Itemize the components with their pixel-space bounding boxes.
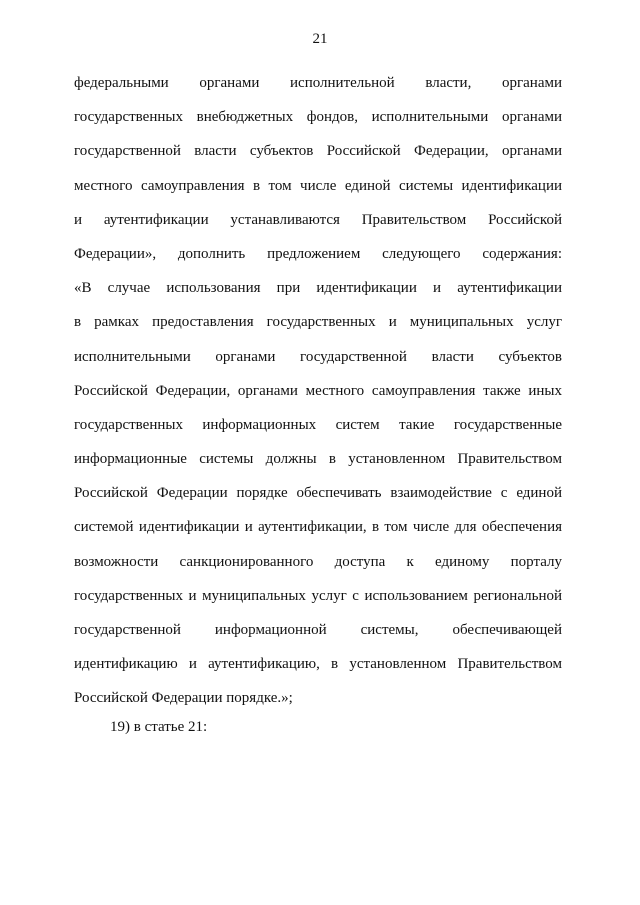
text-line: государственных и муниципальных услуг с использованием региональной	[74, 587, 562, 604]
text-line: в рамках предоставления государственных и муниципальных услуг	[74, 314, 562, 331]
list-item-19: 19) в статье 21:	[110, 719, 208, 735]
text-line: Российской Федерации, органами местного самоуправления также иных	[74, 382, 562, 399]
text-line: системой идентификации и аутентификации, в том числе для обеспечения	[74, 519, 562, 536]
text-line: государственной власти субъектов Российской Федерации, органами	[74, 143, 562, 160]
text-line: идентификацию и аутентификацию, в установленном Правительством	[74, 656, 562, 673]
text-line: исполнительными органами государственной власти субъектов	[74, 348, 562, 365]
text-line: возможности санкционированного доступа к единому порталу	[74, 553, 562, 570]
text-line-last: Российской Федерации порядке.»;	[74, 690, 293, 707]
text-line: Федерации», дополнить предложением следующего содержания:	[74, 245, 562, 262]
page-number: 21	[312, 31, 328, 47]
text-line: государственной информационной системы, обеспечивающей	[74, 622, 562, 638]
body-paragraph	[74, 66, 562, 716]
text-line: «В случае использования при идентификации и аутентификации	[74, 280, 562, 297]
text-line: информационные системы должны в установленном Правительством	[74, 451, 562, 468]
text-line: государственных внебюджетных фондов, исполнительными органами	[74, 109, 562, 126]
text-line: государственных информационных систем такие государственные	[74, 416, 562, 433]
text-line: Российской Федерации порядке обеспечивать взаимодействие с единой	[74, 485, 562, 502]
text-line: местного самоуправления в том числе единой системы идентификации	[74, 177, 562, 194]
text-line: и аутентификации устанавливаются Правительством Российской	[74, 211, 562, 228]
text-line: федеральными органами исполнительной власти, органами	[74, 75, 562, 91]
